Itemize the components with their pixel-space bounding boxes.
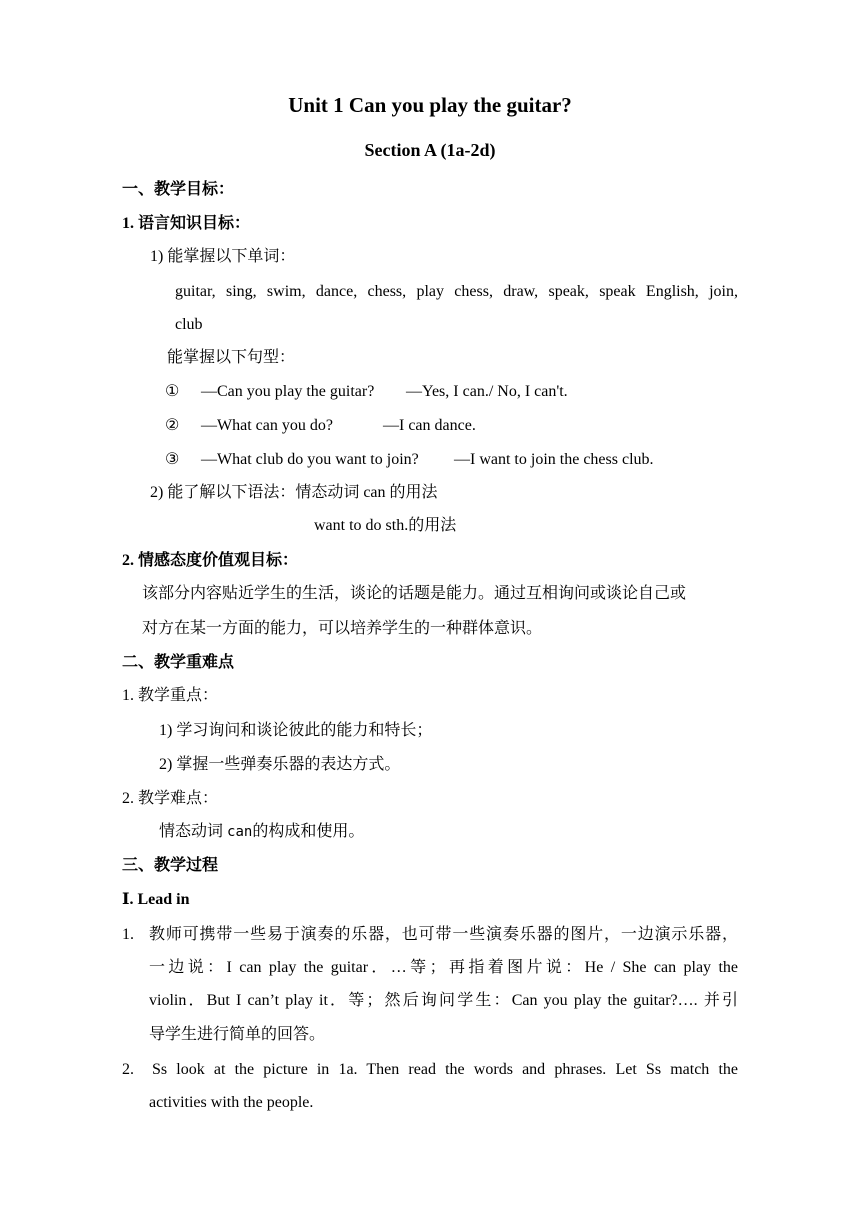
document-subtitle: Section A (1a-2d)	[364, 140, 496, 160]
section-heading-key-points: 二、教学重难点	[122, 654, 235, 671]
key-points-label: 1. 教学重点：	[122, 687, 219, 704]
sentence-question: —Can you play the guitar?	[201, 383, 375, 400]
paragraph-line: Ss look at the picture in 1a. Then read the words and phrases. Let Ss match the	[152, 1061, 738, 1078]
sentences-label: 能掌握以下句型：	[167, 349, 296, 366]
list-item-number: 2.	[122, 1061, 134, 1078]
document-title: Unit 1 Can you play the guitar?	[288, 93, 572, 117]
paragraph-line: 导学生进行简单的回答。	[149, 1026, 326, 1043]
difficulty-item	[159, 822, 364, 842]
sentence-answer: —I can dance.	[383, 417, 476, 434]
difficulty-code: can	[227, 824, 253, 840]
sentence-question: —What club do you want to join?	[201, 451, 419, 468]
paragraph-line: activities with the people.	[149, 1094, 314, 1111]
subheading-language-goals: 1. 语言知识目标：	[122, 215, 251, 232]
sentence-question: —What can you do?	[201, 417, 333, 434]
subheading-lead-in: Ⅰ. Lead in	[122, 891, 190, 908]
paragraph-line: 教师可携带一些易于演奏的乐器，也可带一些演奏乐器的图片，一边演示乐器，	[149, 926, 738, 943]
vocab-line-1: guitar, sing, swim, dance, chess, play chess, draw, speak, speak English, join,	[175, 283, 738, 300]
section-heading-goals: 一、教学目标：	[122, 181, 235, 198]
grammar-label: 2) 能了解以下语法：情态动词 can 的用法	[150, 484, 438, 501]
key-point-item: 1) 学习询问和谈论彼此的能力和特长；	[159, 722, 433, 739]
words-label: 1) 能掌握以下单词：	[150, 248, 296, 265]
sentence-answer: —I want to join the chess club.	[454, 451, 654, 468]
sentence-number: ③	[165, 451, 180, 468]
sentence-answer: —Yes, I can./ No, I can't.	[406, 383, 568, 400]
difficulties-label: 2. 教学难点：	[122, 790, 219, 807]
difficulty-text: 的构成和使用。	[252, 823, 365, 840]
difficulty-text: 情态动词	[159, 823, 224, 840]
sentence-number: ①	[165, 383, 180, 400]
paragraph-line: violin．But I can’t play it．等；然后询问学生：Can you play the guitar?…. 并引	[149, 992, 738, 1009]
sentence-number: ②	[165, 417, 180, 434]
section-heading-process: 三、教学过程	[122, 857, 219, 874]
vocab-line-2: club	[175, 316, 203, 333]
subheading-emotional-goals: 2. 情感态度价值观目标：	[122, 552, 299, 569]
paragraph-line: 对方在某一方面的能力，可以培养学生的一种群体意识。	[142, 620, 543, 637]
list-item-number: 1.	[122, 926, 134, 943]
key-point-item: 2) 掌握一些弹奏乐器的表达方式。	[159, 756, 401, 773]
paragraph-line: 该部分内容贴近学生的生活，谈论的话题是能力。通过互相询问或谈论自己或	[142, 585, 687, 602]
grammar-line-2: want to do sth.的用法	[314, 517, 457, 534]
paragraph-line: 一边说：I can play the guitar．…等；再指着图片说：He / She can play the	[149, 959, 738, 976]
